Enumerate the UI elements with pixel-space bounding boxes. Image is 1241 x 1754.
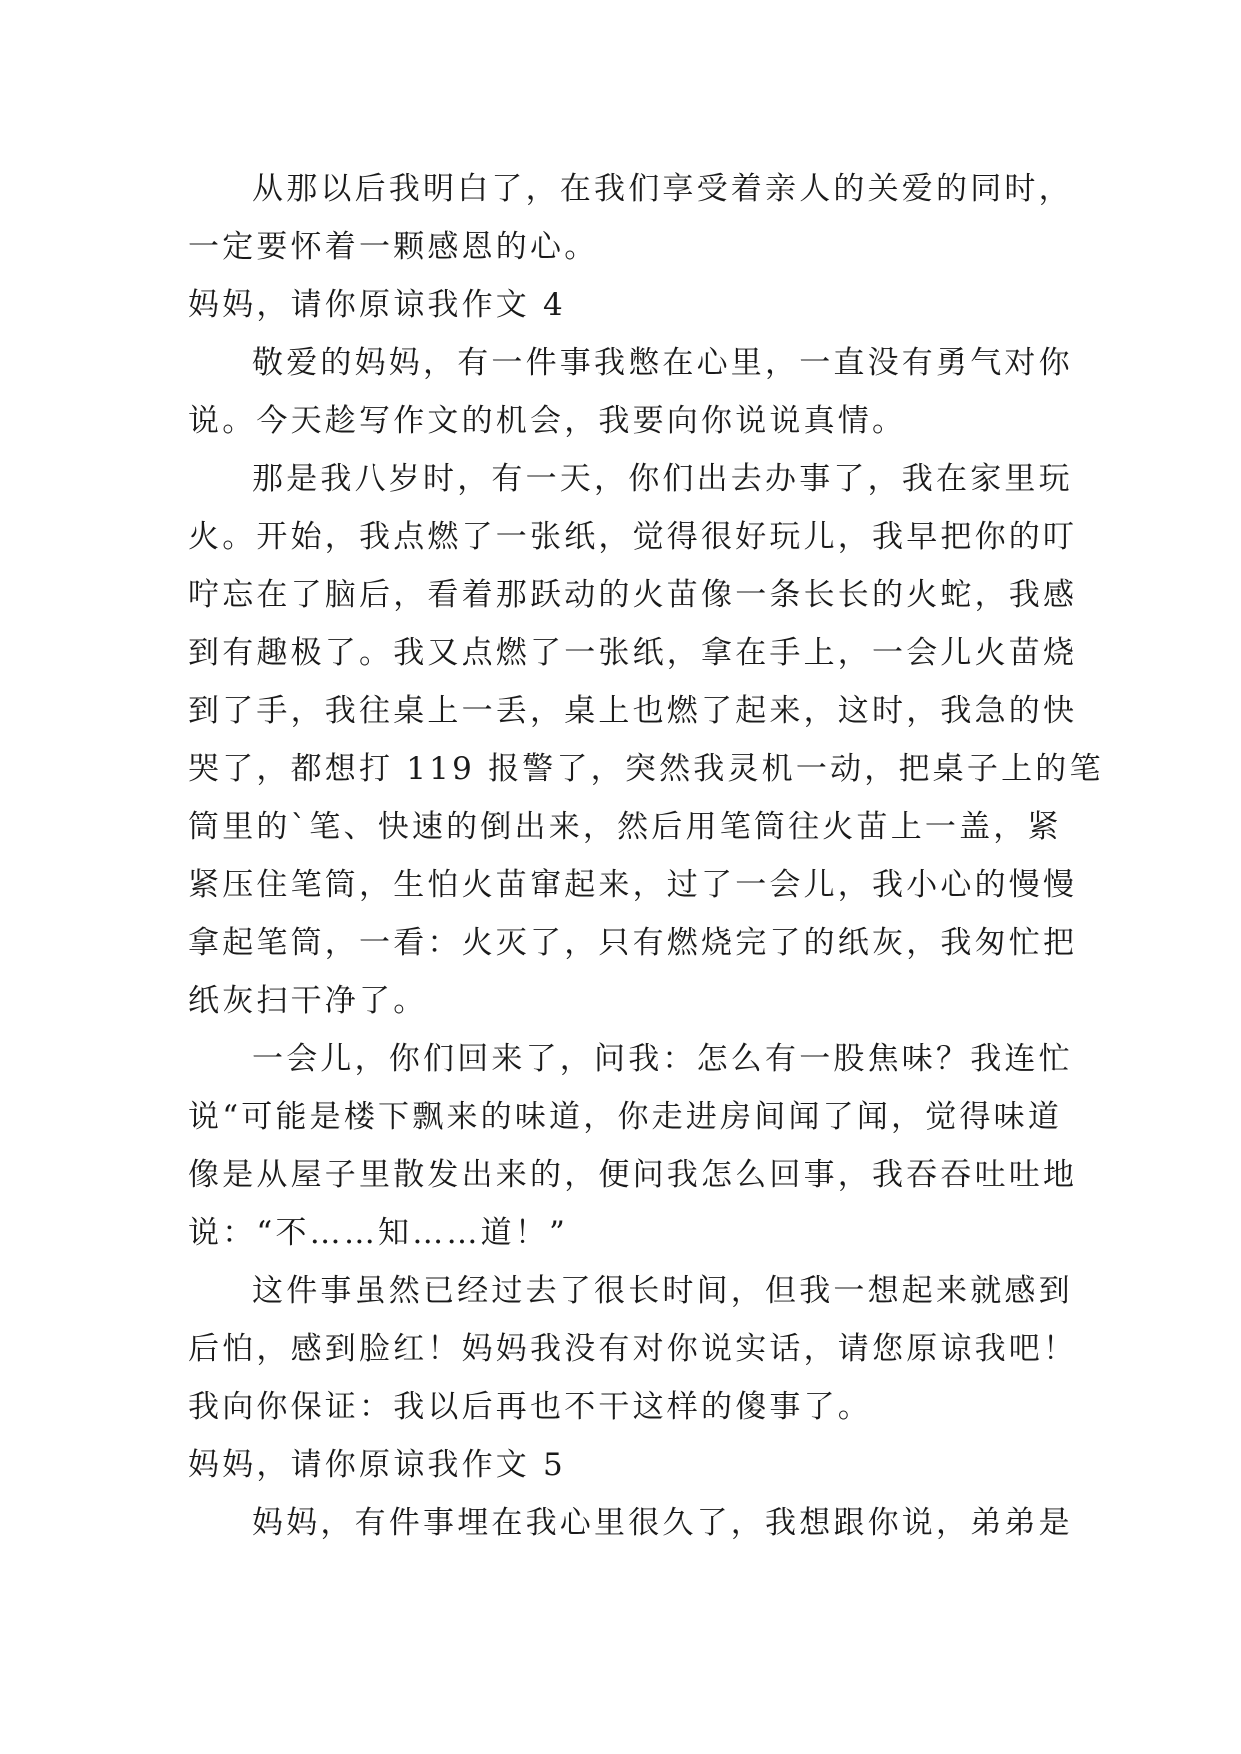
text-line: 从那以后我明白了，在我们享受着亲人的关爱的同时， <box>252 171 1073 207</box>
text-line: 哭了，都想打 119 报警了，突然我灵机一动，把桌子上的笔 <box>188 751 1104 787</box>
paragraph <box>188 450 1104 1030</box>
text-line: 一定要怀着一颗感恩的心。 <box>188 229 599 265</box>
text-line: 纸灰扫干净了。 <box>188 983 428 1019</box>
text-line: 妈妈，有件事埋在我心里很久了，我想跟你说，弟弟是 <box>252 1505 1073 1541</box>
text-line: 火。开始，我点燃了一张纸，觉得很好玩儿，我早把你的叮 <box>188 519 1078 555</box>
text-line: 筒里的`笔、快速的倒出来，然后用笔筒往火苗上一盖，紧 <box>188 809 1062 845</box>
text-line: 像是从屋子里散发出来的，便问我怎么回事，我吞吞吐吐地 <box>188 1157 1078 1193</box>
text-line: 那是我八岁时，有一天，你们出去办事了，我在家里玩 <box>252 461 1073 497</box>
paragraph <box>188 1262 1078 1436</box>
text-line: 我向你保证：我以后再也不干这样的傻事了。 <box>188 1389 872 1425</box>
text-line: 到了手，我往桌上一丢，桌上也燃了起来，这时，我急的快 <box>188 693 1078 729</box>
text-line: 咛忘在了脑后，看着那跃动的火苗像一条长长的火蛇，我感 <box>188 577 1078 613</box>
paragraph <box>188 1494 1073 1552</box>
essay-heading: 妈妈，请你原谅我作文 4 <box>188 287 566 323</box>
text-line: 后怕，感到脸红！妈妈我没有对你说实话，请您原谅我吧！ <box>188 1331 1078 1367</box>
paragraph <box>188 334 1073 450</box>
text-line: 说“可能是楼下飘来的味道，你走进房间闻了闻，觉得味道 <box>188 1099 1063 1135</box>
text-line: 到有趣极了。我又点燃了一张纸，拿在手上，一会儿火苗烧 <box>188 635 1078 671</box>
text-line: 这件事虽然已经过去了很长时间，但我一想起来就感到 <box>252 1273 1073 1309</box>
text-line: 拿起笔筒，一看：火灭了，只有燃烧完了的纸灰，我匆忙把 <box>188 925 1078 961</box>
paragraph <box>188 1030 1078 1262</box>
paragraph <box>188 160 1073 276</box>
text-line: 敬爱的妈妈，有一件事我憋在心里，一直没有勇气对你 <box>252 345 1073 381</box>
text-line: 说：“不……知……道！” <box>188 1215 569 1251</box>
document-body <box>188 160 1104 1552</box>
text-line: 一会儿，你们回来了，问我：怎么有一股焦味？我连忙 <box>252 1041 1073 1077</box>
essay-heading: 妈妈，请你原谅我作文 5 <box>188 1447 566 1483</box>
text-line: 说。今天趁写作文的机会，我要向你说说真情。 <box>188 403 907 439</box>
text-line: 紧压住笔筒，生怕火苗窜起来，过了一会儿，我小心的慢慢 <box>188 867 1078 903</box>
